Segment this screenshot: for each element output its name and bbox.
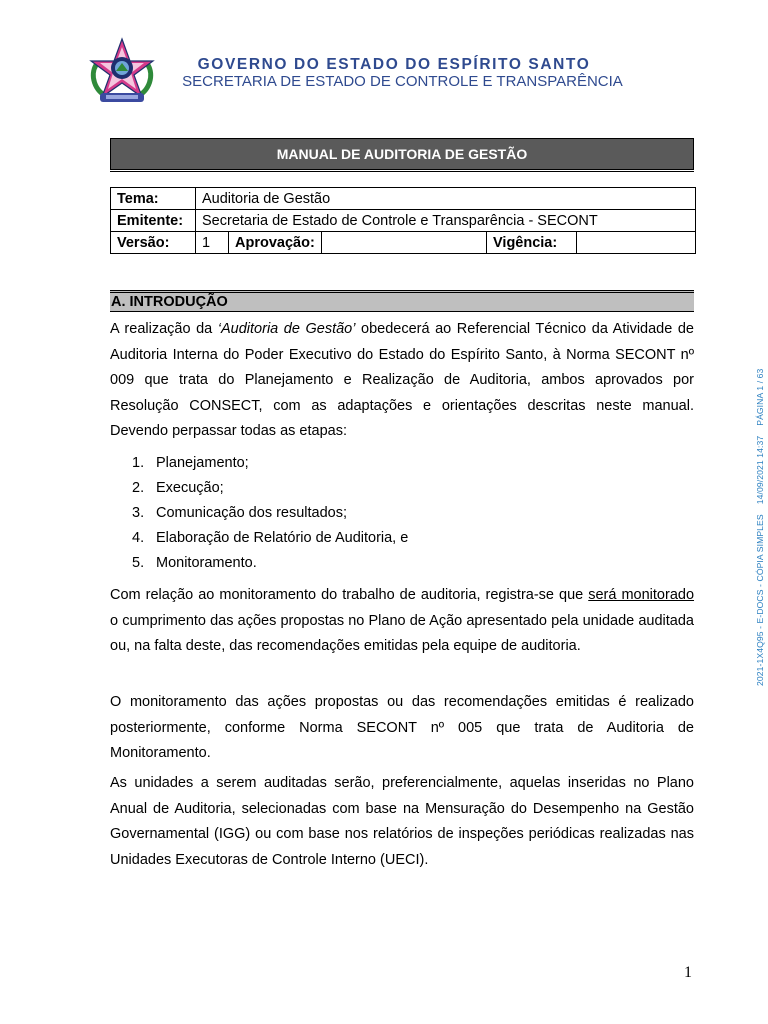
aprovacao-label: Aprovação: [229,232,322,254]
government-title: GOVERNO DO ESTADO DO ESPÍRITO SANTO [197,56,591,73]
list-item-text: Planejamento; [156,455,249,471]
monitoring-text-end: o cumprimento das ações propostas no Plano de Ação apresentado pela unidade auditada ou, na falta deste, das recomendações emitidas pela equipe de auditoria. [110,612,694,654]
list-item-number: 5. [132,555,145,571]
intro-text-end: obedecerá ao Referencial Técnico da Atividade de Auditoria Interna do Poder Executivo do Estado do Espírito Santo, à Norma SECONT nº 009 que trata do Planejamento e Realização de Auditoria, ambos aprovados por Resolução CONSECT, com as adaptações e orientações descritas neste manual. Devendo perpassar todas as etapas: [110,321,694,439]
versao-value: 1 [196,232,229,254]
state-coat-of-arms-icon [86,35,158,105]
table-row [111,232,696,254]
stamp-datetime: 14/09/2021 14:37 [755,435,765,505]
list-item [132,526,408,551]
list-item-text: Comunicação dos resultados; [156,505,348,521]
monitoring-paragraph [110,583,694,660]
intro-text-start: A realização da [110,321,218,337]
audited-units-paragraph: As unidades a serem auditadas serão, preferencialmente, aquelas inseridas no Plano Anual de Auditoria, selecionadas com base na Mensuração do Desempenho na Gestão Governamental (IGG) ou com base nos relatórios de inspeções periódicas realizadas nas Unidades Executoras de Controle Interno (UECI). [110,775,694,868]
aprovacao-value [322,232,487,254]
list-item-number: 2. [132,480,145,496]
list-item [132,501,408,526]
list-item-number: 3. [132,505,145,521]
page-header [0,0,768,110]
table-row [111,210,696,232]
audit-stages-list [132,451,408,576]
list-item-text: Execução; [156,480,224,496]
list-item-number: 1. [132,455,145,471]
tema-label: Tema: [111,188,196,210]
document-title: MANUAL DE AUDITORIA DE GESTÃO [110,138,694,170]
emitente-value: Secretaria de Estado de Controle e Transparência - SECONT [196,210,696,232]
stamp-page: PÁGINA 1 / 63 [755,368,765,426]
secretariat-subtitle: SECRETARIA DE ESTADO DE CONTROLE E TRANSPARÊNCIA [182,73,623,90]
monitoring-text-underline: será monitorado [588,587,695,603]
versao-label: Versão: [111,232,196,254]
edocs-stamp [755,359,765,686]
list-item-text: Elaboração de Relatório de Auditoria, e [156,530,409,546]
list-item-number: 4. [132,530,145,546]
intro-paragraph [110,317,694,445]
list-item [132,551,408,576]
intro-text-italic: ‘Auditoria de Gestão’ [217,321,356,337]
list-item-text: Monitoramento. [156,555,257,571]
list-item [132,451,408,476]
table-row [111,188,696,210]
monitoring-text-start: Com relação ao monitoramento do trabalho de auditoria, registra-se que [110,587,589,603]
vigencia-label: Vigência: [487,232,577,254]
page-number: 1 [684,964,692,981]
tema-value: Auditoria de Gestão [196,188,696,210]
emitente-label: Emitente: [111,210,196,232]
stamp-doc-id: 2021-1X4Q95 - E-DOCS - CÓPIA SIMPLES [755,514,765,686]
list-item [132,476,408,501]
section-heading-introducao: A. INTRODUÇÃO [110,290,694,312]
vigencia-value [577,232,696,254]
document-metadata-table [110,187,696,254]
monitoring-norm-paragraph: O monitoramento das ações propostas ou das recomendações emitidas é realizado posteriormente, conforme Norma SECONT nº 005 que trata de Auditoria de Monitoramento. [110,694,694,761]
